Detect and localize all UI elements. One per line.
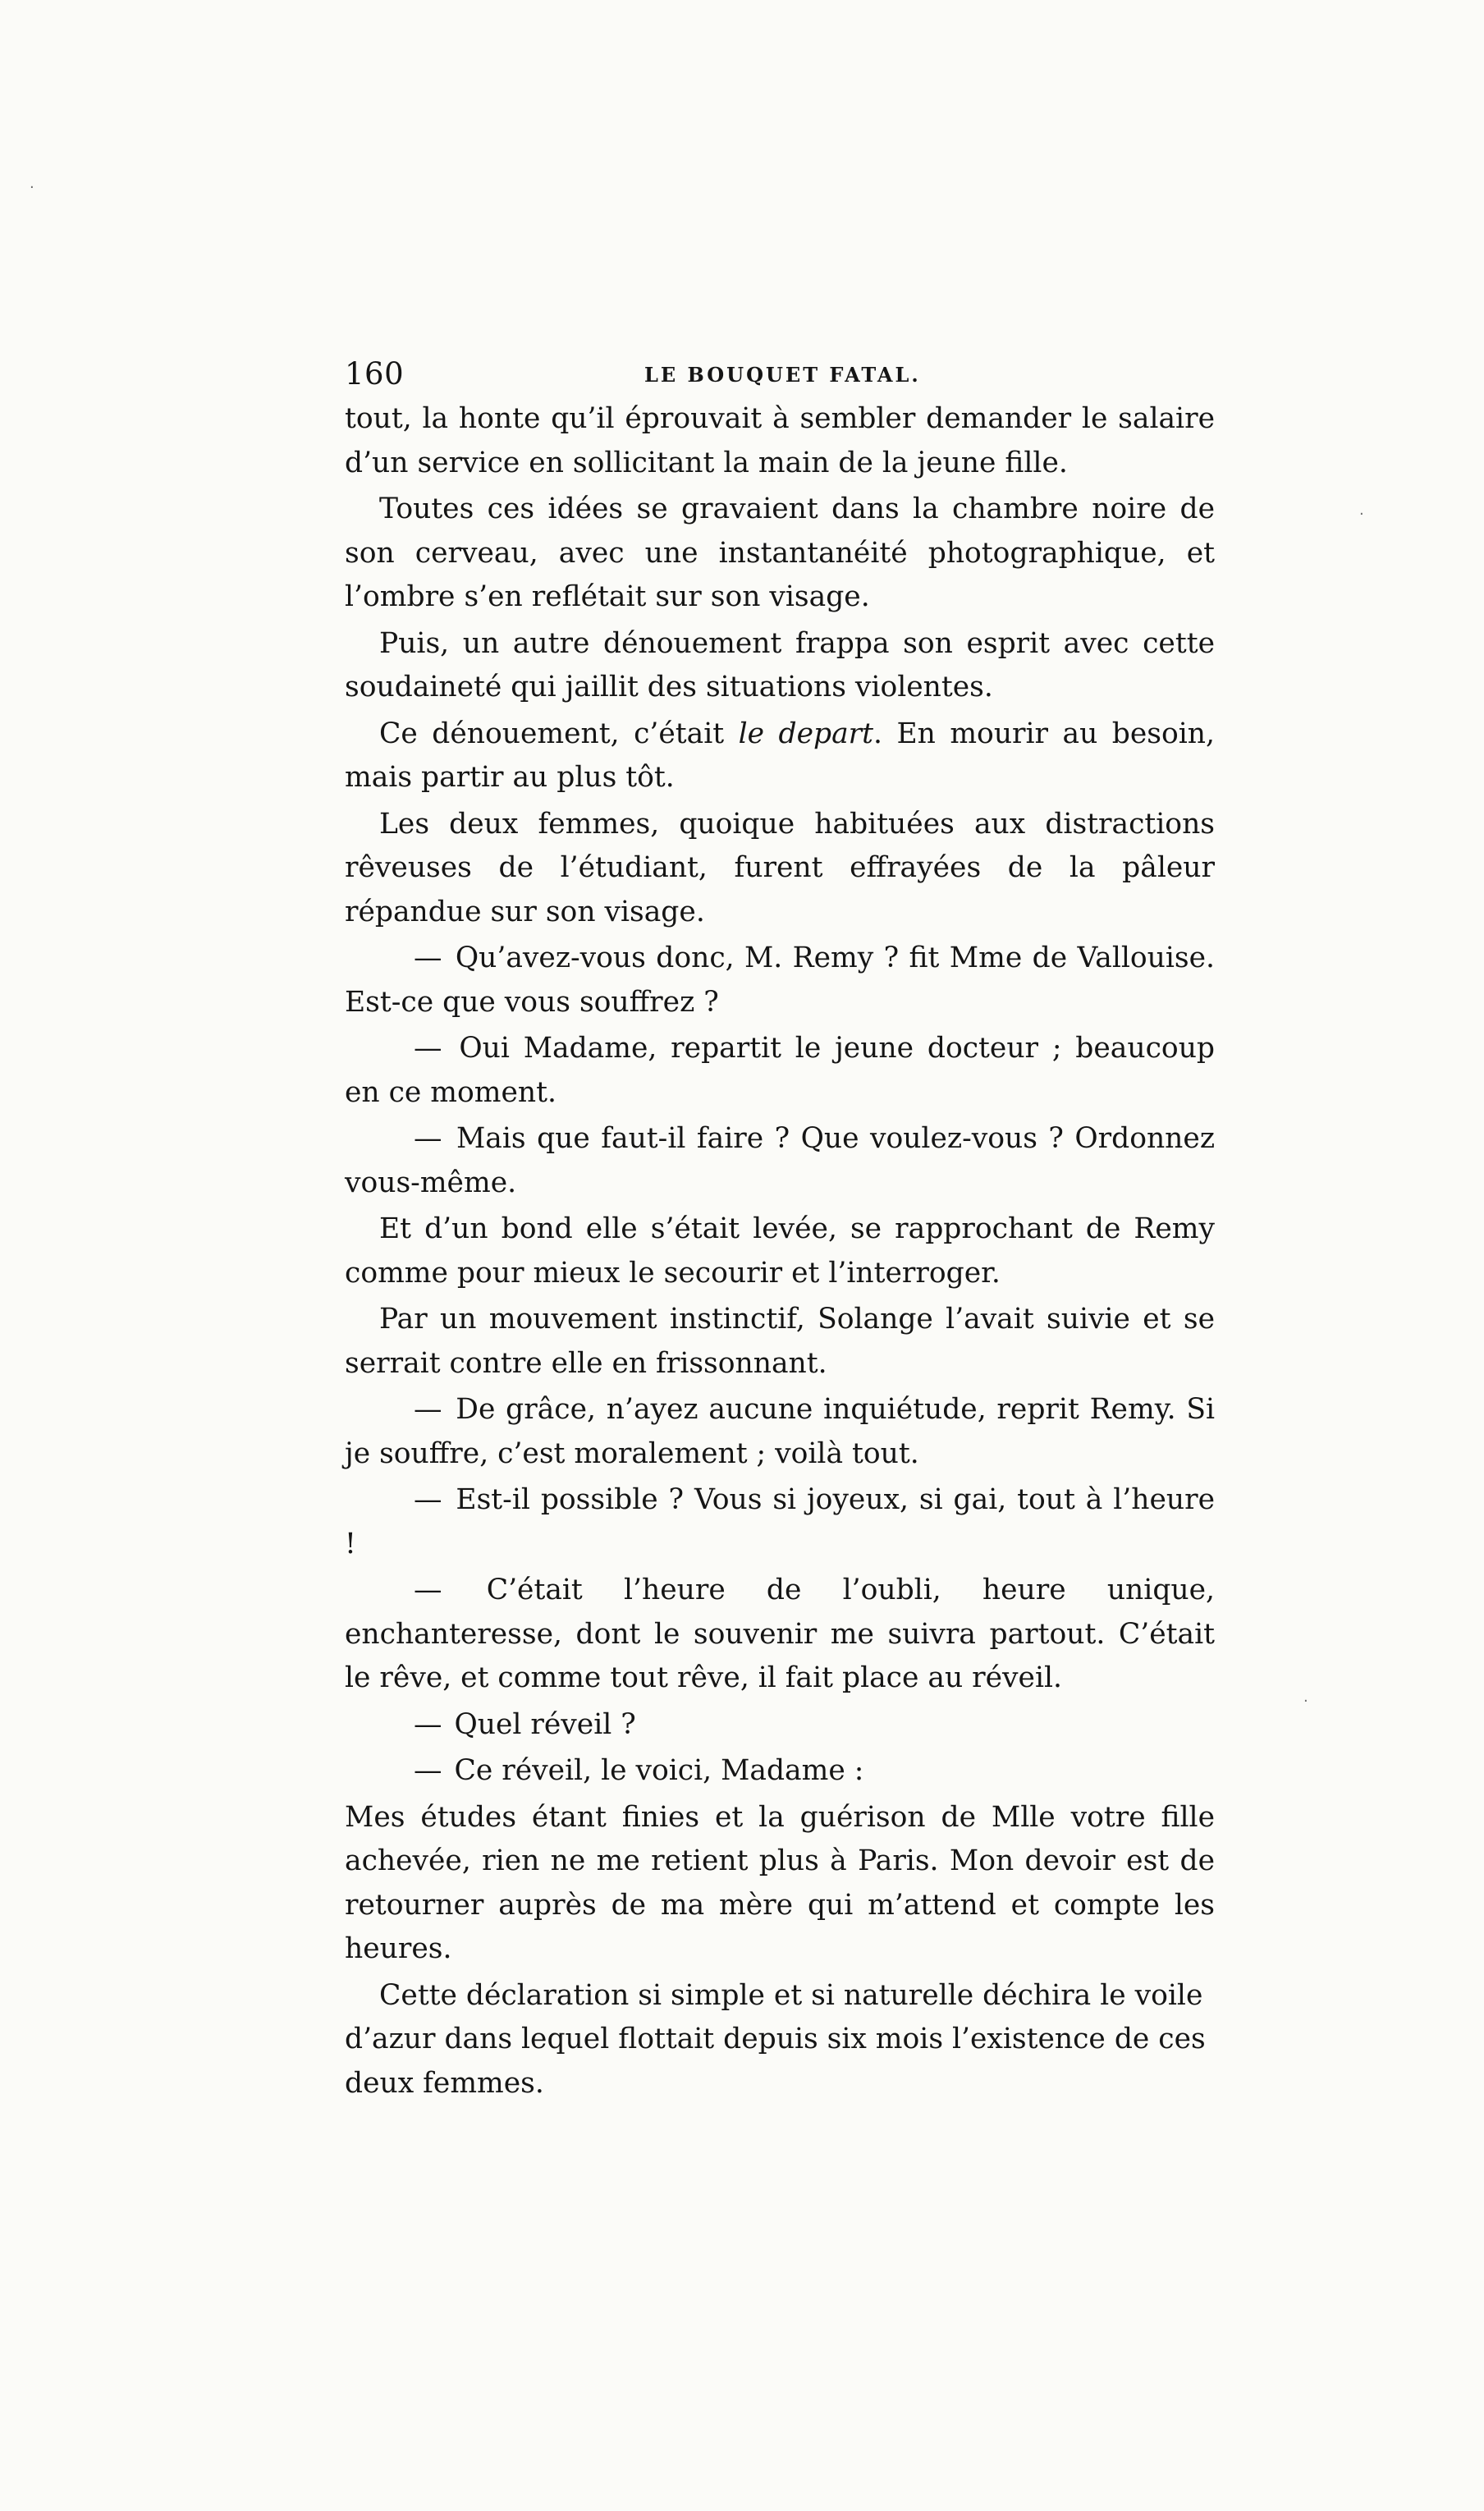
book-page bbox=[345, 353, 1215, 2108]
dialogue-line-5 bbox=[345, 1478, 1215, 1566]
dialogue-text: C’était l’heure de l’oubli, heure unique, enchanteresse, dont le souvenir me suivra partout. C’était le rêve, et comme tout rêve, il fait place au réveil. bbox=[345, 1574, 1216, 1694]
running-title: LE BOUQUET FATAL. bbox=[644, 363, 921, 387]
paragraph-9 bbox=[345, 1974, 1215, 2106]
dialogue-dash: — bbox=[414, 1122, 442, 1155]
margin-speck: · bbox=[30, 179, 34, 196]
dialogue-dash: — bbox=[414, 942, 442, 974]
margin-speck: · bbox=[1303, 1693, 1308, 1710]
dialogue-text: De grâce, n’ayez aucune inquiétude, reprit Remy. Si je souffre, c’est moralement ; voilà tout. bbox=[345, 1393, 1216, 1470]
dialogue-text: Quel réveil ? bbox=[454, 1707, 636, 1741]
dialogue-dash: — bbox=[414, 1393, 442, 1426]
paragraph-4 bbox=[345, 713, 1215, 800]
emphasized-text: le depart bbox=[738, 717, 874, 750]
paragraph-1 bbox=[345, 397, 1215, 485]
paragraph-5 bbox=[345, 803, 1215, 935]
dialogue-dash: — bbox=[414, 1032, 442, 1065]
page-number: 160 bbox=[345, 356, 405, 392]
dialogue-line-7 bbox=[345, 1703, 1215, 1748]
dialogue-line-6 bbox=[345, 1569, 1215, 1701]
dialogue-text: Qu’avez-vous donc, M. Remy ? fit Mme de Vallouise. Est-ce que vous souffrez ? bbox=[345, 942, 1216, 1019]
paragraph-7 bbox=[345, 1298, 1215, 1386]
dialogue-dash: — bbox=[414, 1707, 442, 1741]
dialogue-line-3 bbox=[345, 1117, 1215, 1205]
running-head bbox=[345, 353, 1215, 396]
paragraph-8 bbox=[345, 1796, 1215, 1972]
dialogue-line-8 bbox=[345, 1749, 1215, 1794]
paragraph-3 bbox=[345, 622, 1215, 710]
dialogue-line-2 bbox=[345, 1027, 1215, 1115]
paragraph-text: tout, la honte qu’il éprouvait à sembler demander le salaire d’un service en sollicitant la main de la jeune fille. bbox=[345, 402, 1215, 479]
dialogue-text: Est-il possible ? Vous si joyeux, si gai, tout à l’heure ! bbox=[345, 1483, 1216, 1560]
dialogue-dash: — bbox=[414, 1754, 442, 1787]
paragraph-text-after-emphasis: . En mourir au besoin, mais partir au plus tôt. bbox=[345, 717, 1215, 794]
dialogue-line-4 bbox=[345, 1388, 1215, 1476]
margin-speck: · bbox=[1359, 506, 1364, 523]
dialogue-text: Ce réveil, le voici, Madame : bbox=[454, 1754, 864, 1787]
paragraph-text: Cette déclaration si simple et si naturelle déchira le voile d’azur dans lequel flottait depuis six mois l’existence de ces deux femmes. bbox=[345, 1978, 1206, 2100]
paragraph-text: Toutes ces idées se gravaient dans la chambre noire de son cerveau, avec une instantanéité photographique, et l’ombre s’en reflétait sur son visage. bbox=[345, 493, 1215, 613]
paragraph-text: Puis, un autre dénouement frappa son esprit avec cette soudaineté qui jaillit des situations violentes. bbox=[345, 626, 1215, 703]
paragraph-6 bbox=[345, 1207, 1215, 1295]
dialogue-text: Oui Madame, repartit le jeune docteur ; beaucoup en ce moment. bbox=[345, 1032, 1215, 1109]
paragraph-2 bbox=[345, 488, 1215, 620]
dialogue-text: Mais que faut-il faire ? Que voulez-vous ? Ordonnez vous-même. bbox=[345, 1122, 1215, 1199]
body-text bbox=[345, 397, 1215, 2105]
dialogue-dash: — bbox=[414, 1483, 442, 1516]
paragraph-text: Et d’un bond elle s’était levée, se rapprochant de Remy comme pour mieux le secourir et l’interroger. bbox=[345, 1212, 1215, 1290]
dialogue-line-1 bbox=[345, 937, 1215, 1024]
paragraph-text: Par un mouvement instinctif, Solange l’avait suivie et se serrait contre elle en frissonnant. bbox=[345, 1303, 1215, 1380]
paragraph-text: Les deux femmes, quoique habituées aux distractions rêveuses de l’étudiant, furent effrayées de la pâleur répandue sur son visage. bbox=[345, 807, 1215, 928]
dialogue-dash: — bbox=[414, 1574, 442, 1606]
paragraph-text: Mes études étant finies et la guérison de Mlle votre fille achevée, rien ne me retient plus à Paris. Mon devoir est de retourner auprès de ma mère qui m’attend et compte les heures. bbox=[345, 1800, 1215, 1965]
paragraph-text-before-emphasis: Ce dénouement, c’était bbox=[379, 717, 739, 750]
